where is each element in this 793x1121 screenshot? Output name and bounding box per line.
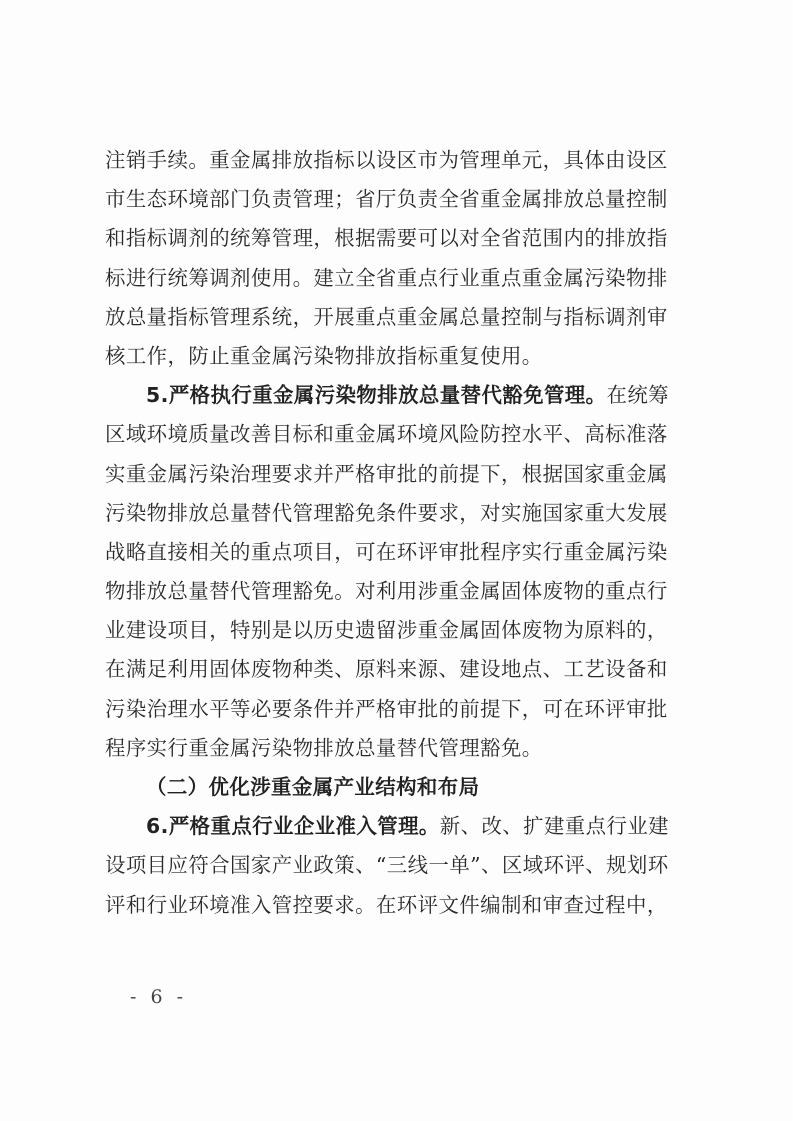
item-6-first-line [105,807,689,846]
text-line: 评和行业环境准入管控要求。在环评文件编制和审查过程中， [105,892,668,917]
text-line: 实重金属污染治理要求并严格审批的前提下，根据国家重金属 [105,461,668,486]
item-5-first-line [105,376,689,415]
item-6-heading: 6.严格重点行业企业准入管理。 [146,814,440,839]
body-text [105,141,689,925]
section-heading: （二）优化涉重金属产业结构和布局 [146,775,480,799]
text-line: 在满足利用固体废物种类、原料来源、建设地点、工艺设备和 [105,657,668,682]
text-line: 注销手续。重金属排放指标以设区市为管理单元，具体由设区 [105,148,668,172]
page-number: - 6 - [130,986,188,1008]
text-line: 战略直接相关的重点项目，可在环评审批程序实行重金属污染 [105,539,668,564]
text-line: 区域环境质量改善目标和重金属环境风险防控水平、高标准落 [105,422,668,447]
text-line: 污染物排放总量替代管理豁免条件要求，对实施国家重大发展 [105,500,668,525]
text-line: 物排放总量替代管理豁免。对利用涉重金属固体废物的重点行 [105,579,668,604]
text-line: 市生态环境部门负责管理；省厅负责全省重金属排放总量控制 [105,187,668,212]
text-line: 核工作，防止重金属污染物排放指标重复使用。 [105,343,543,368]
text-line: 污染治理水平等必要条件并严格审批的前提下，可在环评审批 [105,696,668,721]
text-line: 设项目应符合国家产业政策、“三线一单”、区域环评、规划环 [105,853,669,878]
item-6-text: 新、改、扩建重点行业建 [439,814,670,839]
item-5-text: 在统筹 [606,383,670,408]
text-line: 和指标调剂的统筹管理，根据需要可以对全省范围内的排放指 [105,226,668,251]
text-line: 程序实行重金属污染物排放总量替代管理豁免。 [105,735,543,760]
item-5-heading: 5.严格执行重金属污染物排放总量替代豁免管理。 [146,383,607,408]
text-line: 放总量指标管理系统，开展重点重金属总量控制与指标调剂审 [105,304,668,329]
text-line: 业建设项目，特别是以历史遗留涉重金属固体废物为原料的， [105,618,668,643]
text-line: 标进行统筹调剂使用。建立全省重点行业重点重金属污染物排 [105,265,668,290]
